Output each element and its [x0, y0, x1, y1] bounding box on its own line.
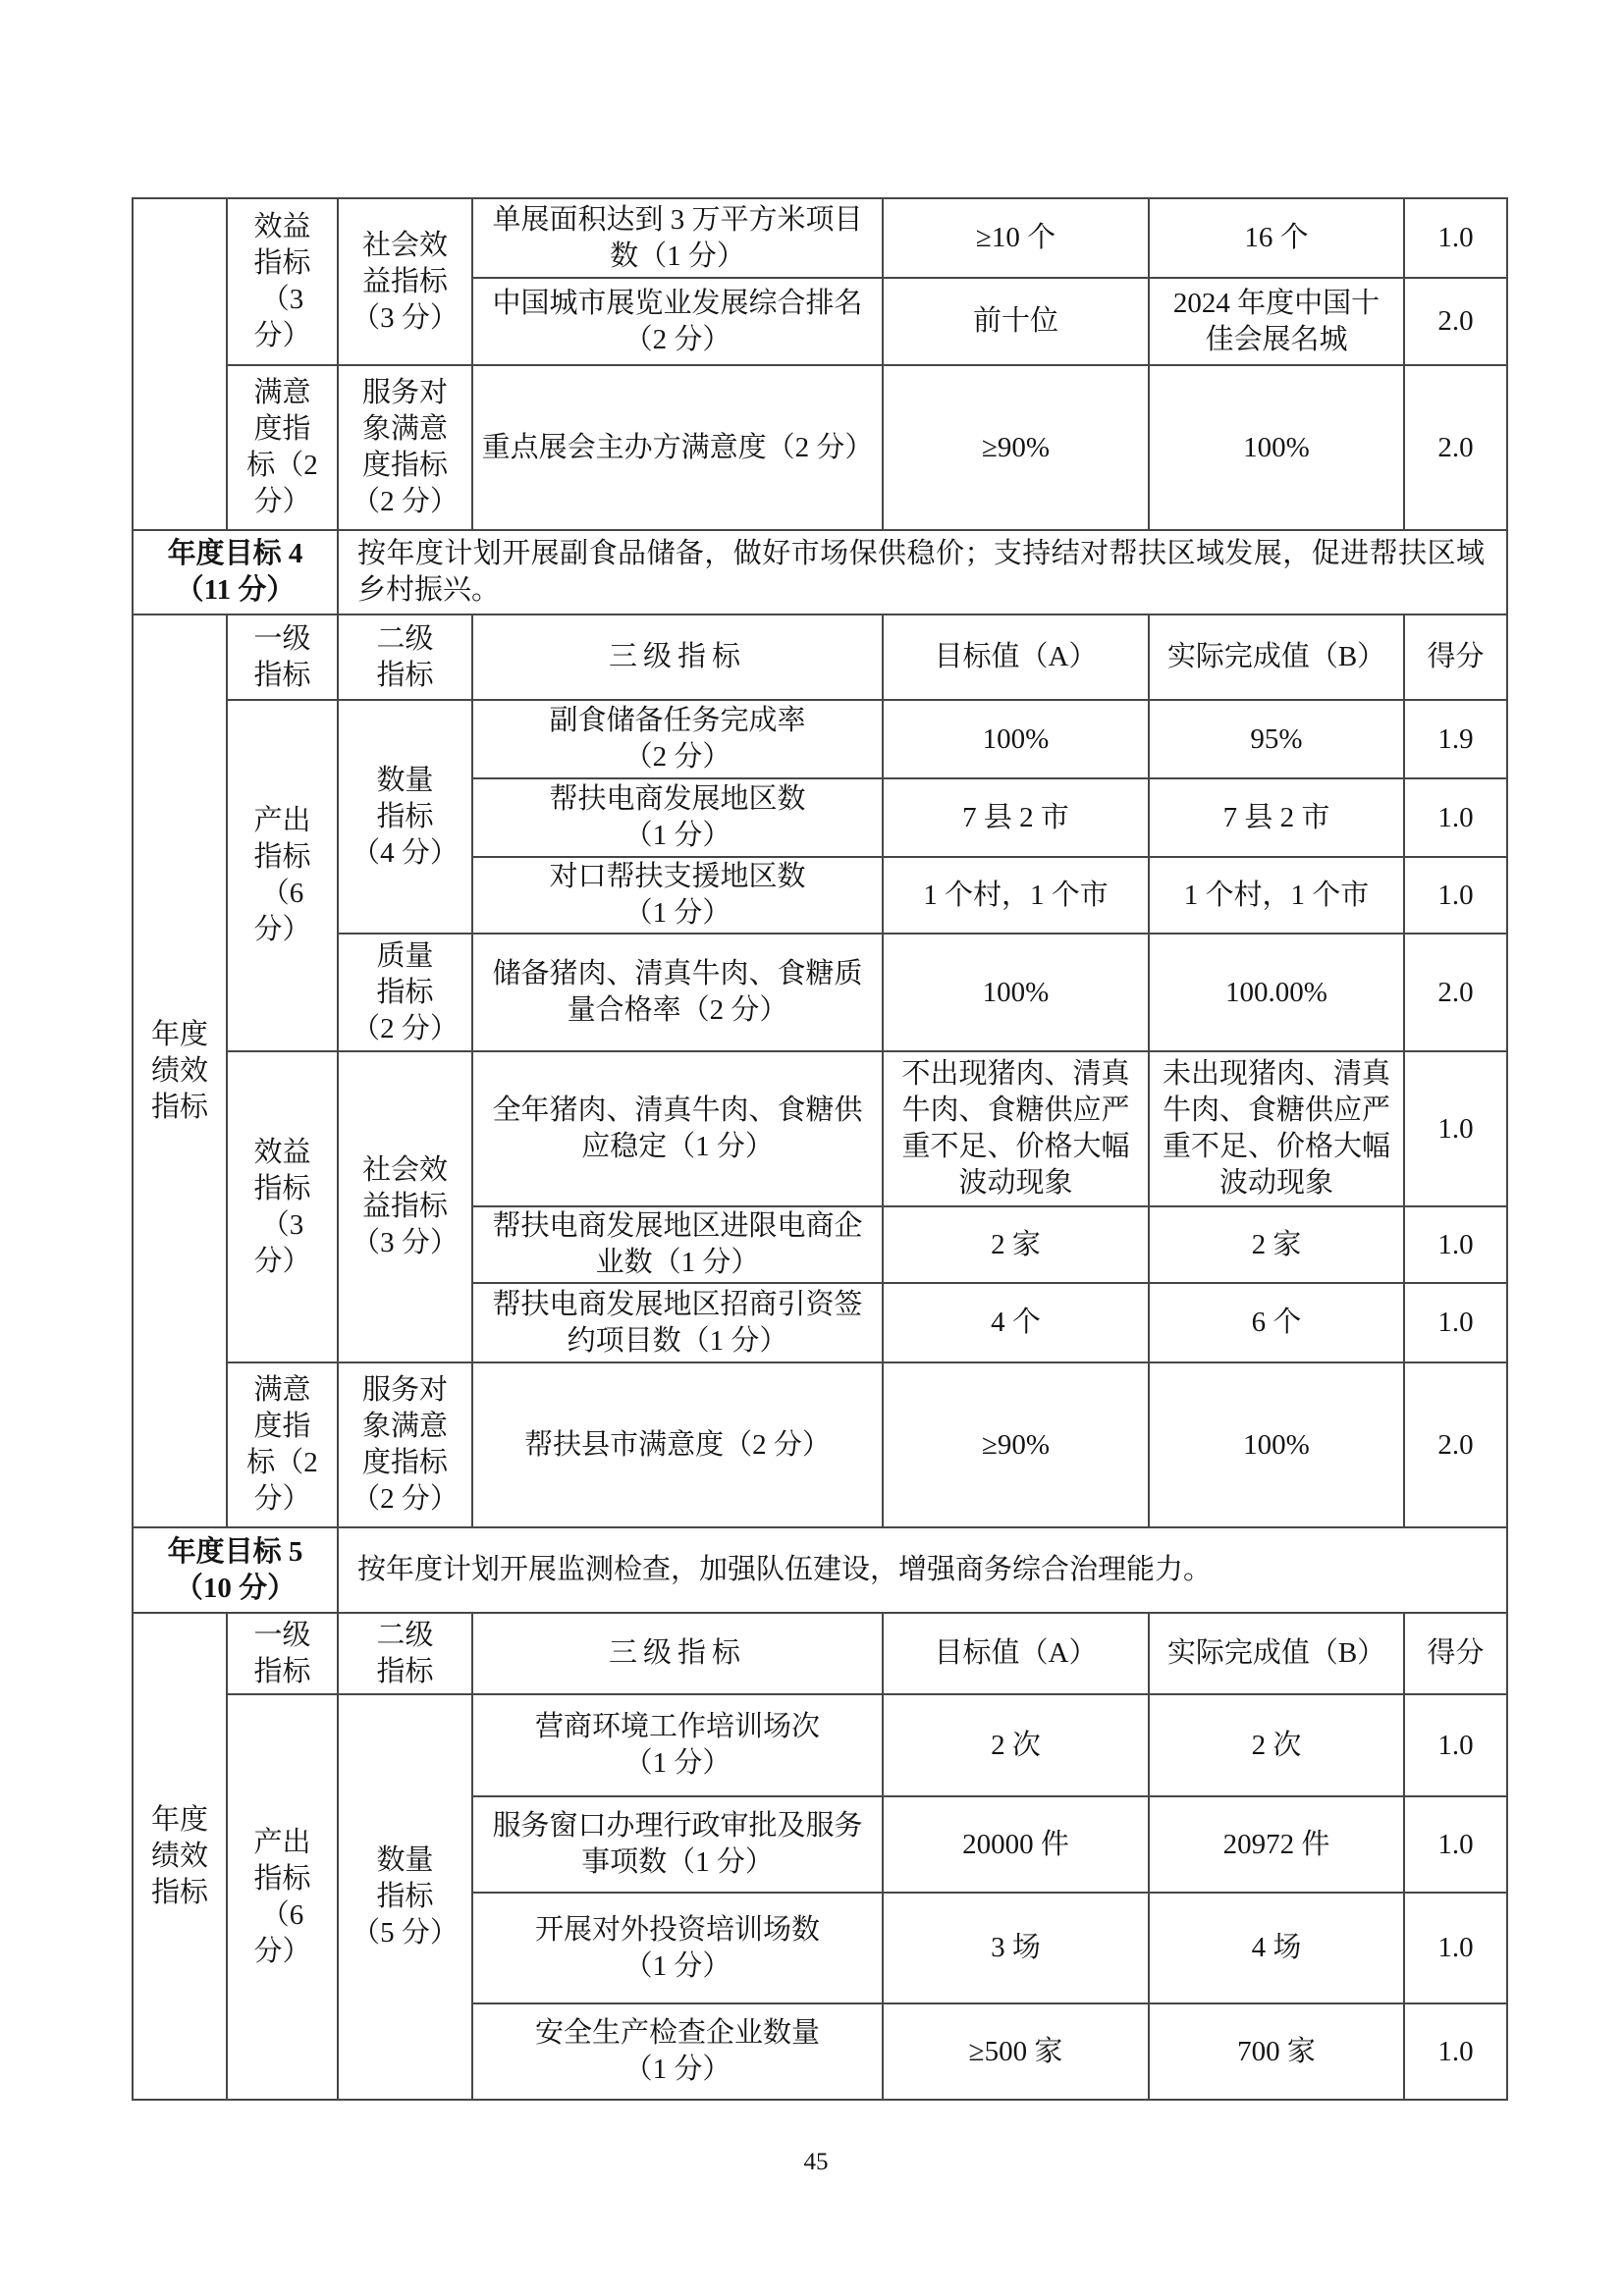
target-value-cell: ≥10 个: [883, 198, 1149, 278]
header-level3: 三级指标: [472, 614, 883, 700]
header-level3: 三级指标: [472, 1613, 883, 1694]
level3-indicator-cell: 副食储备任务完成率 （2 分）: [472, 700, 883, 778]
header-level1: 一级 指标: [227, 614, 338, 700]
target-value-cell: 100%: [883, 700, 1149, 778]
table-row: [133, 1694, 1507, 1796]
level1-indicator-cell: 效益 指标 （3 分）: [227, 198, 338, 365]
level3-indicator-cell: 开展对外投资培训场数 （1 分）: [472, 1893, 883, 2003]
header-target: 目标值（A）: [883, 1613, 1149, 1694]
level3-indicator-cell: 帮扶县市满意度（2 分）: [472, 1362, 883, 1527]
actual-value-cell: 16 个: [1149, 198, 1404, 278]
header-actual: 实际完成值（B）: [1149, 1613, 1404, 1694]
target-value-cell: ≥90%: [883, 365, 1149, 530]
level1-indicator-cell: 满意 度指 标（2 分）: [227, 365, 338, 530]
table-row: [133, 1051, 1507, 1206]
page-number: 45: [803, 2149, 829, 2175]
table-row: [133, 198, 1507, 278]
target-value-cell: ≥90%: [883, 1362, 1149, 1527]
score-cell: 1.0: [1404, 2003, 1507, 2100]
header-score: 得分: [1404, 614, 1507, 700]
header-target: 目标值（A）: [883, 614, 1149, 700]
level2-indicator-cell: 社会效 益指标 （3 分）: [338, 1051, 472, 1362]
target-value-cell: 2 家: [883, 1206, 1149, 1283]
performance-indicator-table: [132, 197, 1508, 2101]
target-value-cell: 4 个: [883, 1283, 1149, 1362]
goal-description-text: 按年度计划开展监测检查，加强队伍建设，增强商务综合治理能力。: [357, 1554, 1213, 1585]
level2-indicator-cell: 服务对 象满意 度指标 （2 分）: [338, 365, 472, 530]
table-row: [133, 934, 1507, 1051]
goal-description-text: 按年度计划开展副食品储备，做好市场保供稳价；支持结对帮扶区域发展，促进帮扶区域乡村振兴。: [357, 538, 1485, 606]
category-cell: 年度 绩效 指标: [133, 614, 227, 1527]
header-score: 得分: [1404, 1613, 1507, 1694]
goal-row: [133, 1527, 1507, 1613]
target-value-cell: 1 个村，1 个市: [883, 857, 1149, 934]
level3-indicator-cell: 服务窗口办理行政审批及服务 事项数（1 分）: [472, 1796, 883, 1893]
level3-indicator-cell: 全年猪肉、清真牛肉、食糖供 应稳定（1 分）: [472, 1051, 883, 1206]
header-level1: 一级 指标: [227, 1613, 338, 1694]
table-row: [133, 1362, 1507, 1527]
level3-indicator-cell: 安全生产检查企业数量 （1 分）: [472, 2003, 883, 2100]
table-row: [133, 700, 1507, 778]
score-cell: 2.0: [1404, 1362, 1507, 1527]
level3-indicator-cell: 储备猪肉、清真牛肉、食糖质 量合格率（2 分）: [472, 934, 883, 1051]
score-cell: 1.0: [1404, 1893, 1507, 2003]
level2-indicator-cell: 数量 指标 （4 分）: [338, 700, 472, 934]
level3-indicator-cell: 单展面积达到 3 万平方米项目 数（1 分）: [472, 198, 883, 278]
target-value-cell: ≥500 家: [883, 2003, 1149, 2100]
goal-description-cell: [338, 1527, 1507, 1613]
score-cell: 1.0: [1404, 857, 1507, 934]
score-cell: 1.0: [1404, 1283, 1507, 1362]
goal-description-cell: [338, 530, 1507, 614]
score-cell: 1.0: [1404, 1796, 1507, 1893]
target-value-cell: 前十位: [883, 278, 1149, 365]
actual-value-cell: 4 场: [1149, 1893, 1404, 2003]
target-value-cell: 100%: [883, 934, 1149, 1051]
target-value-cell: 7 县 2 市: [883, 778, 1149, 857]
actual-value-cell: 2024 年度中国十 佳会展名城: [1149, 278, 1404, 365]
actual-value-cell: 7 县 2 市: [1149, 778, 1404, 857]
header-row: [133, 1613, 1507, 1694]
score-cell: 1.0: [1404, 1694, 1507, 1796]
score-cell: 2.0: [1404, 278, 1507, 365]
level2-indicator-cell: 数量 指标 （5 分）: [338, 1694, 472, 2100]
category-cell-continued: [133, 198, 227, 530]
score-cell: 1.0: [1404, 778, 1507, 857]
score-cell: 1.0: [1404, 1051, 1507, 1206]
level2-indicator-cell: 社会效 益指标 （3 分）: [338, 198, 472, 365]
target-value-cell: 20000 件: [883, 1796, 1149, 1893]
actual-value-cell: 100%: [1149, 365, 1404, 530]
category-cell: 年度 绩效 指标: [133, 1613, 227, 2100]
actual-value-cell: 2 次: [1149, 1694, 1404, 1796]
header-actual: 实际完成值（B）: [1149, 614, 1404, 700]
level3-indicator-cell: 对口帮扶支援地区数 （1 分）: [472, 857, 883, 934]
header-level2: 二级 指标: [338, 614, 472, 700]
actual-value-cell: 100%: [1149, 1362, 1404, 1527]
goal-row: [133, 530, 1507, 614]
actual-value-cell: 2 家: [1149, 1206, 1404, 1283]
table-row: [133, 365, 1507, 530]
goal-title-cell: 年度目标 5 （10 分）: [133, 1527, 338, 1613]
level3-indicator-cell: 帮扶电商发展地区数 （1 分）: [472, 778, 883, 857]
level1-indicator-cell: 产出 指标 （6 分）: [227, 1694, 338, 2100]
actual-value-cell: 6 个: [1149, 1283, 1404, 1362]
level3-indicator-cell: 营商环境工作培训场次 （1 分）: [472, 1694, 883, 1796]
actual-value-cell: 未出现猪肉、清真 牛肉、食糖供应严 重不足、价格大幅 波动现象: [1149, 1051, 1404, 1206]
level3-indicator-cell: 帮扶电商发展地区进限电商企 业数（1 分）: [472, 1206, 883, 1283]
actual-value-cell: 1 个村，1 个市: [1149, 857, 1404, 934]
actual-value-cell: 100.00%: [1149, 934, 1404, 1051]
score-cell: 1.0: [1404, 1206, 1507, 1283]
level1-indicator-cell: 满意 度指 标（2 分）: [227, 1362, 338, 1527]
actual-value-cell: 700 家: [1149, 2003, 1404, 2100]
actual-value-cell: 20972 件: [1149, 1796, 1404, 1893]
actual-value-cell: 95%: [1149, 700, 1404, 778]
level1-indicator-cell: 产出 指标 （6 分）: [227, 700, 338, 1051]
level2-indicator-cell: 质量 指标 （2 分）: [338, 934, 472, 1051]
level3-indicator-cell: 中国城市展览业发展综合排名 （2 分）: [472, 278, 883, 365]
score-cell: 2.0: [1404, 934, 1507, 1051]
header-level2: 二级 指标: [338, 1613, 472, 1694]
target-value-cell: 3 场: [883, 1893, 1149, 2003]
level2-indicator-cell: 服务对 象满意 度指标 （2 分）: [338, 1362, 472, 1527]
target-value-cell: 不出现猪肉、清真 牛肉、食糖供应严 重不足、价格大幅 波动现象: [883, 1051, 1149, 1206]
header-row: [133, 614, 1507, 700]
score-cell: 1.0: [1404, 198, 1507, 278]
score-cell: 1.9: [1404, 700, 1507, 778]
target-value-cell: 2 次: [883, 1694, 1149, 1796]
level1-indicator-cell: 效益 指标 （3 分）: [227, 1051, 338, 1362]
level3-indicator-cell: 重点展会主办方满意度（2 分）: [472, 365, 883, 530]
level3-indicator-cell: 帮扶电商发展地区招商引资签 约项目数（1 分）: [472, 1283, 883, 1362]
goal-title-cell: 年度目标 4 （11 分）: [133, 530, 338, 614]
score-cell: 2.0: [1404, 365, 1507, 530]
